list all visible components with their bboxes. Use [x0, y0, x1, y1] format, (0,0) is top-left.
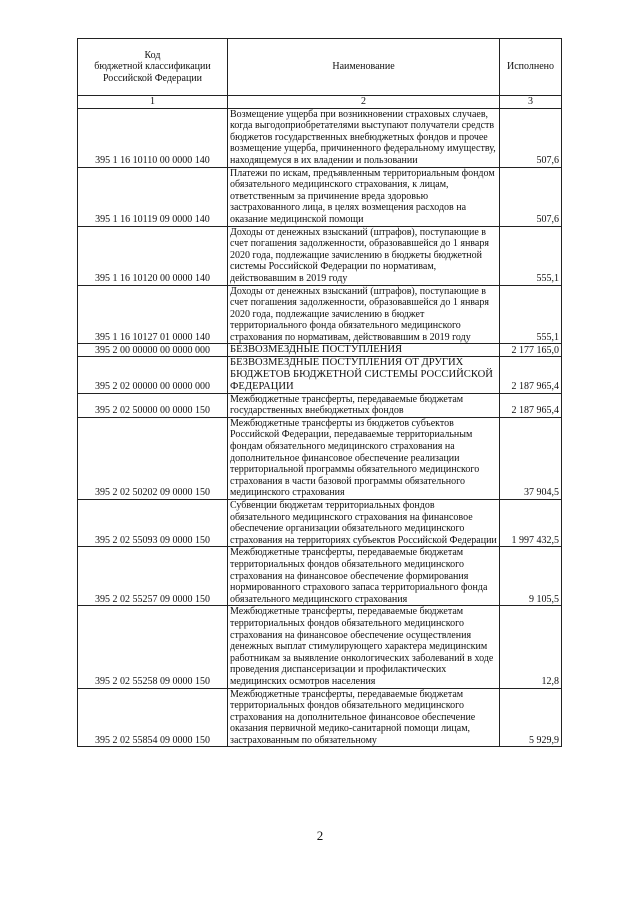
name-column-header: Наименование: [228, 39, 500, 96]
budget-code-cell: 395 2 02 55258 09 0000 150: [78, 606, 228, 688]
table-row: [78, 285, 562, 344]
table-row: [78, 417, 562, 499]
item-name-cell: Межбюджетные трансферты, передаваемые бюджетам территориальных фондов обязательного медицинского страхования на финансовое обеспечение осуществления денежных выплат стимулирующего характера медицинским работникам за выявление онкологических заболеваний в ходе проведения диспансеризации и профилактических медицинских осмотров населения: [228, 606, 500, 688]
item-name-cell: Межбюджетные трансферты из бюджетов субъектов Российской Федерации, передаваемые территориальным фондам обязательного медицинского страхования на дополнительное финансовое обеспечение реализации территориальной программы обязательного медицинского страхования в части базовой программы обязательного медицинского страхования: [228, 417, 500, 499]
budget-code-cell: 395 1 16 10110 00 0000 140: [78, 108, 228, 167]
budget-code-cell: 395 1 16 10119 09 0000 140: [78, 167, 228, 226]
executed-amount-cell: 1 997 432,5: [500, 500, 562, 547]
budget-code-cell: 395 1 16 10127 01 0000 140: [78, 285, 228, 344]
executed-amount-cell: 37 904,5: [500, 417, 562, 499]
budget-code-cell: 395 2 02 00000 00 0000 000: [78, 357, 228, 393]
budget-code-cell: 395 1 16 10120 00 0000 140: [78, 226, 228, 285]
page-number: 2: [316, 828, 324, 843]
item-name-cell: Платежи по искам, предъявленным территориальным фондом обязательного медицинского страхования, к лицам, ответственным за причинение вреда здоровью застрахованного лица, в целях возмещения расходов на оказание медицинской помощи: [228, 167, 500, 226]
item-name-cell: Доходы от денежных взысканий (штрафов), поступающие в счет погашения задолженности, образовавшейся до 1 января 2020 года, подлежащие зачислению в бюджет территориального фонда обязательного медицинского страхования по нормативам, действовавшим в 2019 году: [228, 285, 500, 344]
budget-table: [77, 38, 562, 747]
table-row: [78, 606, 562, 688]
column-number: 3: [500, 96, 562, 109]
budget-code-cell: 395 2 02 55093 09 0000 150: [78, 500, 228, 547]
column-number-row: [78, 96, 562, 109]
executed-amount-cell: 507,6: [500, 108, 562, 167]
code-header-line: бюджетной классификации: [94, 61, 211, 73]
executed-amount-cell: 555,1: [500, 226, 562, 285]
item-name-cell: БЕЗВОЗМЕЗДНЫЕ ПОСТУПЛЕНИЯ ОТ ДРУГИХ БЮДЖЕТОВ БЮДЖЕТНОЙ СИСТЕМЫ РОССИЙСКОЙ ФЕДЕРАЦИИ: [228, 357, 500, 393]
code-header-line: Код: [144, 49, 161, 61]
item-name-cell: Межбюджетные трансферты, передаваемые бюджетам территориальных фондов обязательного медицинского страхования на дополнительное финансовое обеспечение оказания первичной медико-санитарной помощи лицам, застрахованным по обязательному: [228, 688, 500, 747]
table-row: [78, 108, 562, 167]
executed-amount-cell: 12,8: [500, 606, 562, 688]
budget-code-cell: 395 2 00 00000 00 0000 000: [78, 344, 228, 357]
item-name-cell: Межбюджетные трансферты, передаваемые бюджетам территориальных фондов обязательного медицинского страхования на финансовое обеспечение формирования нормированного страхового запаса территориального фонда обязательного медицинского страхования: [228, 547, 500, 606]
value-column-header: Исполнено: [500, 39, 562, 96]
table-row: [78, 357, 562, 393]
table-row: [78, 688, 562, 747]
code-column-header: [78, 39, 228, 96]
item-name-cell: Межбюджетные трансферты, передаваемые бюджетам государственных внебюджетных фондов: [228, 393, 500, 417]
table-row: [78, 226, 562, 285]
column-number: 1: [78, 96, 228, 109]
item-name-cell: БЕЗВОЗМЕЗДНЫЕ ПОСТУПЛЕНИЯ: [228, 344, 500, 357]
budget-code-cell: 395 2 02 50202 09 0000 150: [78, 417, 228, 499]
executed-amount-cell: 2 177 165,0: [500, 344, 562, 357]
table-row: [78, 167, 562, 226]
table-header-row: [78, 39, 562, 96]
column-number: 2: [228, 96, 500, 109]
table-body: [78, 108, 562, 747]
executed-amount-cell: 9 105,5: [500, 547, 562, 606]
executed-amount-cell: 2 187 965,4: [500, 357, 562, 393]
table-row: [78, 393, 562, 417]
executed-amount-cell: 555,1: [500, 285, 562, 344]
executed-amount-cell: 5 929,9: [500, 688, 562, 747]
budget-code-cell: 395 2 02 55854 09 0000 150: [78, 688, 228, 747]
code-header-line: Российской Федерации: [102, 72, 202, 84]
table-row: [78, 500, 562, 547]
table-row: [78, 344, 562, 357]
item-name-cell: Субвенции бюджетам территориальных фондов обязательного медицинского страхования на финансовое обеспечение организации обязательного медицинского страхования на территориях субъектов Российской Федерации: [228, 500, 500, 547]
item-name-cell: Возмещение ущерба при возникновении страховых случаев, когда выгодоприобретателями выступают получатели средств бюджетов государственных внебюджетных фондов и прочее возмещение ущерба, причиненного федеральному имуществу, находящемуся в их владении и пользовании: [228, 108, 500, 167]
table-row: [78, 547, 562, 606]
executed-amount-cell: 2 187 965,4: [500, 393, 562, 417]
item-name-cell: Доходы от денежных взысканий (штрафов), поступающие в счет погашения задолженности, образовавшейся до 1 января 2020 года, подлежащие зачислению в бюджеты бюджетной системы Российской Федерации по нормативам, действовавшим в 2019 году: [228, 226, 500, 285]
budget-code-cell: 395 2 02 50000 00 0000 150: [78, 393, 228, 417]
budget-code-cell: 395 2 02 55257 09 0000 150: [78, 547, 228, 606]
executed-amount-cell: 507,6: [500, 167, 562, 226]
